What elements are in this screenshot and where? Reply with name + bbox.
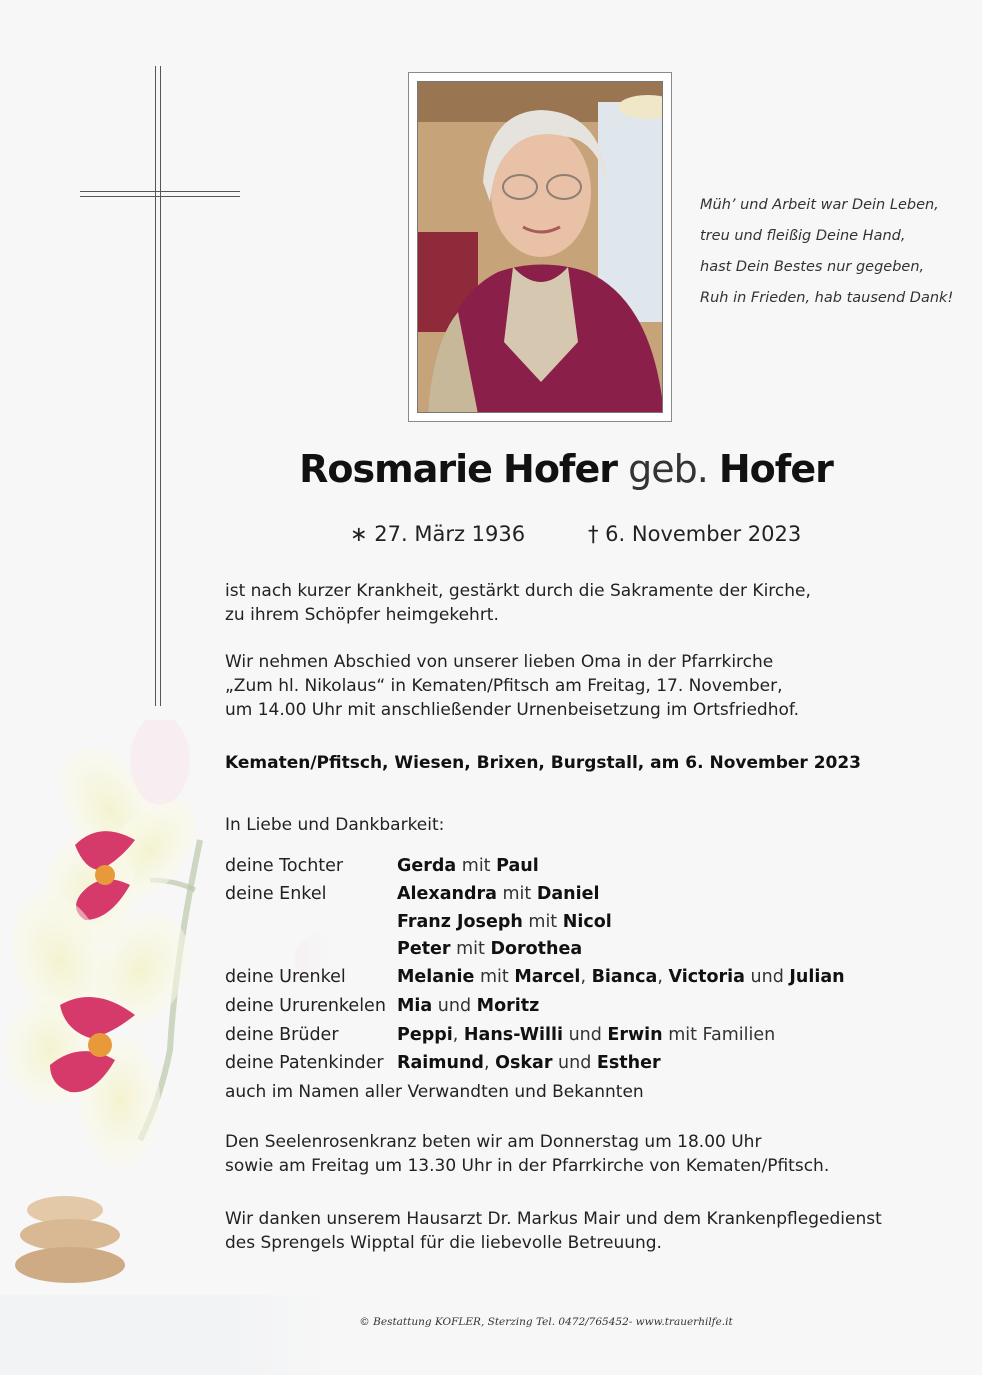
family-connector: mit	[474, 967, 515, 987]
family-member-name: Raimund	[397, 1053, 484, 1073]
family-member-name: Peppi	[397, 1025, 453, 1045]
funeral-paragraph	[225, 650, 945, 722]
family-member-name: Bianca	[591, 967, 658, 987]
birth-name: Hofer	[718, 447, 833, 491]
family-member-name: Moritz	[476, 996, 540, 1016]
portrait-photo-frame	[408, 72, 672, 422]
memorial-poem	[700, 190, 970, 314]
text-line: Wir danken unserem Hausarzt Dr. Markus Mair und dem Krankenpflegedienst	[225, 1209, 882, 1229]
family-member-name: Oskar	[495, 1053, 553, 1073]
poem-line: treu und fleißig Deine Hand,	[700, 228, 906, 244]
family-member-name: Alexandra	[397, 884, 497, 904]
footer-credit: © Bestattung KOFLER, Sterzing Tel. 0472/765452- www.trauerhilfe.it	[359, 1316, 733, 1328]
family-role: deine Urenkel	[225, 967, 346, 987]
text-line: „Zum hl. Nikolaus“ in Kematen/Pfitsch am Freitag, 17. November,	[225, 676, 783, 696]
family-member-name: Nicol	[562, 912, 612, 932]
announcement-paragraph	[225, 579, 945, 627]
family-names	[397, 996, 539, 1016]
family-member-name: Esther	[596, 1053, 661, 1073]
family-role: deine Tochter	[225, 856, 344, 876]
family-role: deine Enkel	[225, 884, 327, 904]
family-names	[397, 884, 600, 904]
family-closing: auch im Namen aller Verwandten und Bekannten	[225, 1082, 644, 1102]
family-connector: ,	[483, 1053, 496, 1073]
family-connector: mit	[496, 884, 537, 904]
family-member-name: Gerda	[397, 856, 457, 876]
family-connector: und	[552, 1053, 597, 1073]
family-role: deine Ururenkelen	[225, 996, 386, 1016]
family-connector: ,	[580, 967, 592, 987]
family-connector: mit	[456, 856, 497, 876]
family-connector: mit Familien	[662, 1025, 776, 1045]
family-member-name: Peter	[397, 939, 451, 959]
family-connector: ,	[657, 967, 669, 987]
portrait-image	[418, 82, 663, 413]
place-and-date: Kematen/Pfitsch, Wiesen, Brixen, Burgstall, am 6. November 2023	[225, 753, 862, 773]
family-names	[397, 1025, 775, 1045]
family-member-name: Paul	[496, 856, 539, 876]
family-names	[397, 912, 612, 932]
family-member-name: Daniel	[536, 884, 600, 904]
birth-date: ∗ 27. März 1936	[350, 522, 526, 546]
family-connector: ,	[452, 1025, 464, 1045]
family-member-name: Dorothea	[490, 939, 583, 959]
family-member-name: Julian	[789, 967, 845, 987]
family-names	[397, 939, 582, 959]
family-names	[397, 967, 845, 987]
family-role: deine Brüder	[225, 1025, 339, 1045]
gratitude-line: In Liebe und Dankbarkeit:	[225, 815, 445, 835]
rosary-paragraph	[225, 1130, 945, 1178]
family-member-name: Melanie	[397, 967, 475, 987]
family-connector: und	[744, 967, 790, 987]
family-connector: und	[563, 1025, 608, 1045]
poem-line: hast Dein Bestes nur gegeben,	[700, 259, 925, 275]
family-member-name: Victoria	[668, 967, 745, 987]
born-prefix: geb.	[628, 447, 708, 491]
family-member-name: Hans-Willi	[463, 1025, 563, 1045]
last-name: Hofer	[503, 447, 617, 491]
thanks-paragraph	[225, 1207, 945, 1255]
first-name: Rosmarie	[299, 447, 492, 491]
text-line: ist nach kurzer Krankheit, gestärkt durch die Sakramente der Kirche,	[225, 581, 811, 601]
text-line: sowie am Freitag um 13.30 Uhr in der Pfarrkirche von Kematen/Pfitsch.	[225, 1156, 830, 1176]
text-line: um 14.00 Uhr mit anschließender Urnenbeisetzung im Ortsfriedhof.	[225, 700, 800, 720]
family-member-name: Marcel	[514, 967, 581, 987]
family-connector: mit	[450, 939, 491, 959]
text-line: des Sprengels Wipptal für die liebevolle Betreuung.	[225, 1233, 662, 1253]
portrait-photo	[417, 81, 663, 413]
deceased-name	[0, 447, 982, 491]
poem-line: Ruh in Frieden, hab tausend Dank!	[700, 290, 954, 306]
family-connector: mit	[522, 912, 563, 932]
family-member-name: Mia	[397, 996, 433, 1016]
text-line: Wir nehmen Abschied von unserer lieben Oma in der Pfarrkirche	[225, 652, 774, 672]
poem-line: Müh’ und Arbeit war Dein Leben,	[700, 197, 939, 213]
family-member-name: Erwin	[607, 1025, 663, 1045]
family-member-name: Franz Joseph	[397, 912, 523, 932]
family-role: deine Patenkinder	[225, 1053, 384, 1073]
family-names	[397, 1053, 661, 1073]
text-line: Den Seelenrosenkranz beten wir am Donnerstag um 18.00 Uhr	[225, 1132, 762, 1152]
text-line: zu ihrem Schöpfer heimgekehrt.	[225, 605, 499, 625]
death-date: † 6. November 2023	[588, 522, 802, 546]
family-connector: und	[432, 996, 477, 1016]
family-names	[397, 856, 539, 876]
